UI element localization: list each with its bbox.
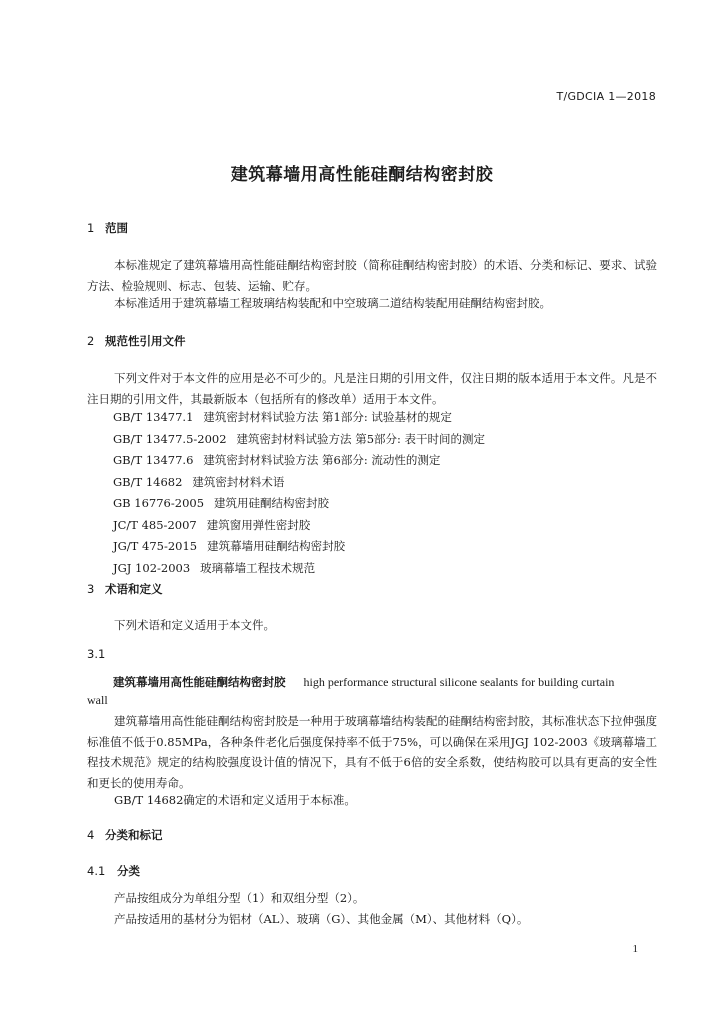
page-number: 1 [632,943,638,955]
section-title: 规范性引用文件 [105,334,186,348]
section-number: 2 [87,334,95,348]
standard-code: T/GDCIA 1—2018 [556,90,656,103]
document-title: 建筑幕墙用高性能硅酮结构密封胶 [230,165,494,185]
subsection-4-1-heading [87,863,140,879]
section-number: 3 [87,582,95,596]
subsection-number: 4.1 [87,864,106,878]
section-title: 术语和定义 [105,582,163,596]
normative-reference-list [113,407,485,579]
section-3-intro: 下列术语和定义适用于本文件。 [114,618,275,632]
reference-item: GB/T 13477.6 建筑密封材料试验方法 第6部分: 流动性的测定 [113,453,441,467]
section-3-heading [87,581,163,597]
term-english-continuation: wall [87,693,108,707]
term-english: high performance structural silicone sealants for building curtain [303,675,615,689]
term-note: GB/T 14682确定的术语和定义适用于本标准。 [114,793,356,807]
reference-item: JG/T 475-2015 建筑幕墙用硅酮结构密封胶 [113,539,346,553]
subsection-3-1-number: 3.1 [87,647,106,661]
section-number: 4 [87,828,95,842]
section-1-heading [87,220,128,236]
section-4-paragraph-1: 产品按组成分为单组分型（1）和双组分型（2）。 [114,891,365,905]
reference-item: JC/T 485-2007 建筑窗用弹性密封胶 [113,517,311,532]
section-1-paragraph-2: 本标准适用于建筑幕墙工程玻璃结构装配和中空玻璃二道结构装配用硅酮结构密封胶。 [114,296,551,310]
reference-item: GB/T 13477.1 建筑密封材料试验方法 第1部分: 试验基材的规定 [113,410,452,424]
section-2-heading [87,333,186,349]
section-4-paragraph-2: 产品按适用的基材分为铝材（AL）、玻璃（G）、其他金属（M）、其他材料（Q）。 [114,912,529,926]
section-title: 分类和标记 [105,828,163,842]
term-entry [113,674,614,690]
reference-item: GB/T 14682 建筑密封材料术语 [113,474,285,489]
reference-item: GB 16776-2005 建筑用硅酮结构密封胶 [113,496,330,510]
section-number: 1 [87,221,95,235]
term-chinese: 建筑幕墙用高性能硅酮结构密封胶 [113,675,286,689]
subsection-title: 分类 [117,864,140,878]
section-2-intro: 下列文件对于本文件的应用是必不可少的。凡是注日期的引用文件，仅注日期的版本适用于本文件。凡是不注日期的引用文件，其最新版本（包括所有的修改单）适用于本文件。 [87,371,657,406]
section-4-heading [87,827,163,843]
reference-item: GB/T 13477.5-2002 建筑密封材料试验方法 第5部分: 表干时间的测定 [113,431,486,446]
section-1-paragraph-1: 本标准规定了建筑幕墙用高性能硅酮结构密封胶（简称硅酮结构密封胶）的术语、分类和标记、要求、试验方法、检验规则、标志、包装、运输、贮存。 [87,258,657,293]
reference-item: JGJ 102-2003 玻璃幕墙工程技术规范 [113,560,316,575]
term-definition: 建筑幕墙用高性能硅酮结构密封胶是一种用于玻璃幕墙结构装配的硅酮结构密封胶，其标准状态下拉伸强度标准值不低于0.85MPa，各种条件老化后强度保持率不低于75%，可以确保在采用JGJ 102-2003《玻璃幕墙工程技术规范》规定的结构胶强度设计值的情况下，具有不低于6倍的安全系数，使结构胶可以具有更高的安全性和更长的使用寿命。 [87,714,657,790]
section-title: 范围 [105,221,128,235]
